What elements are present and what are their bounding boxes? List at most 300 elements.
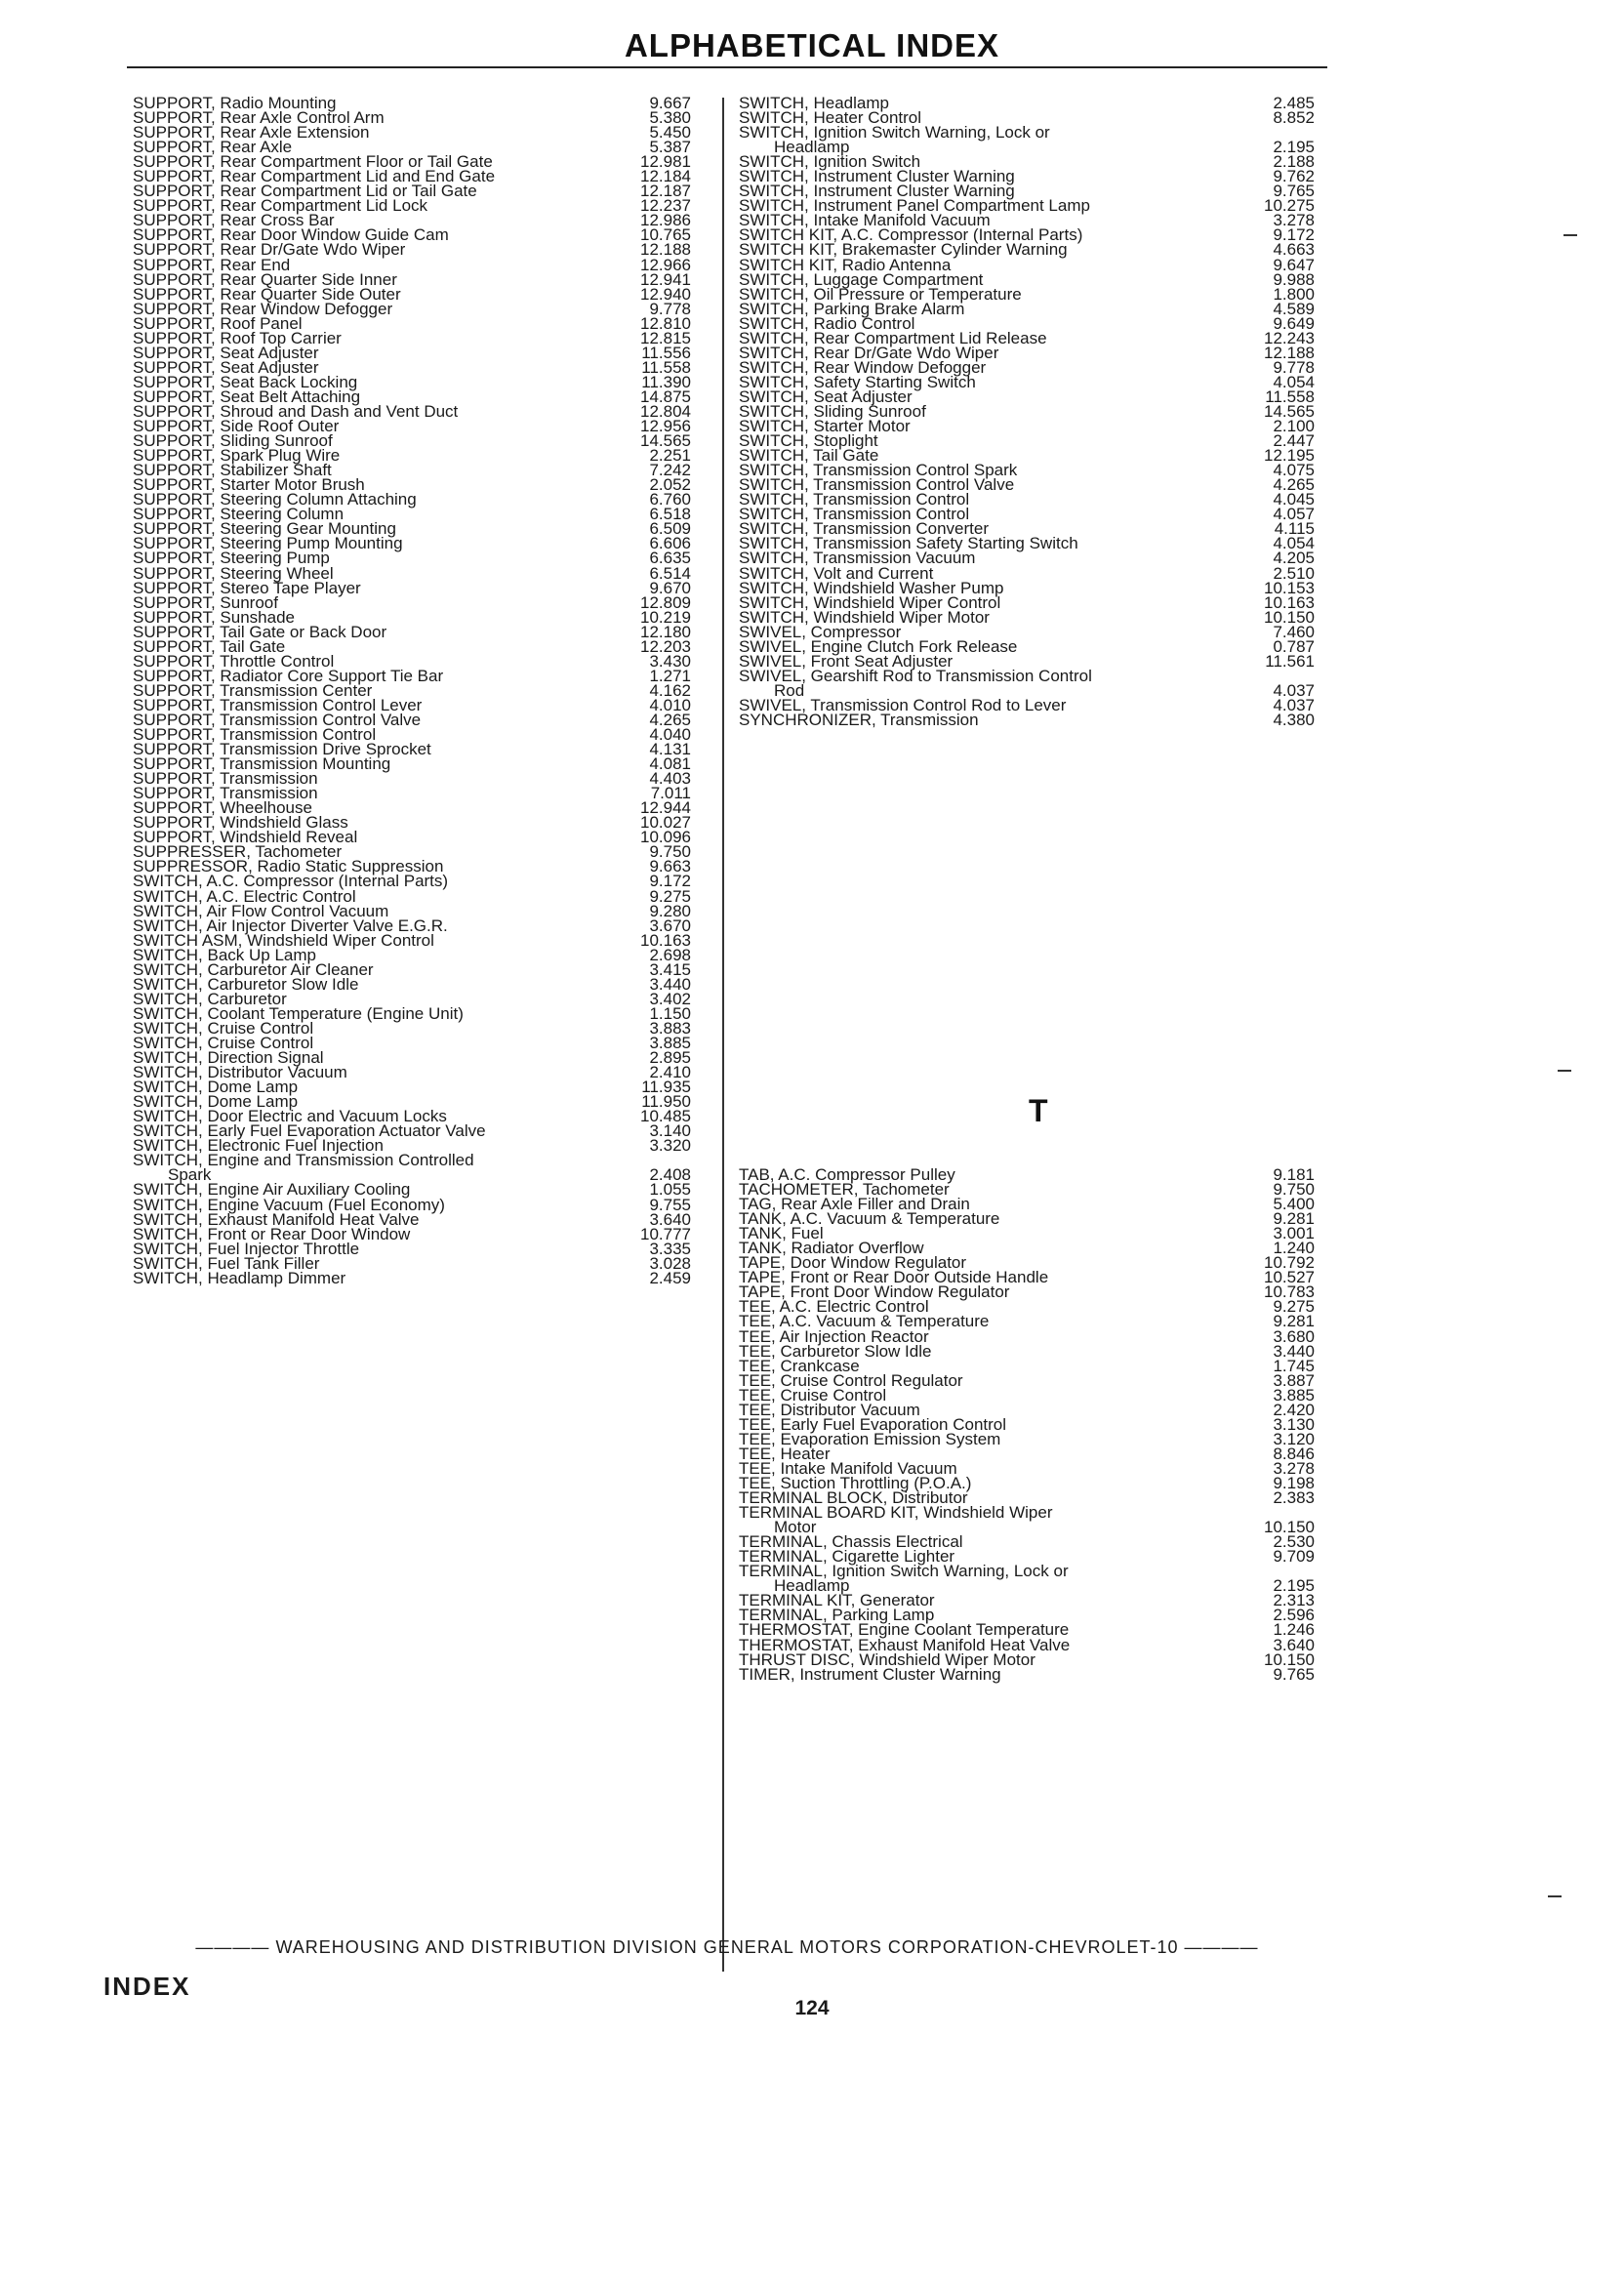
footer-dash: ———— xyxy=(1178,1937,1259,1957)
entry-label-text: SUPPORT, Rear Axle Extension xyxy=(133,123,370,142)
entry-label-text: SUPPORT, Stereo Tape Player xyxy=(133,578,361,597)
entry-page-number: 4.265 xyxy=(649,710,691,729)
entry-page-number: 5.380 xyxy=(649,108,691,128)
entry-label-text: THRUST DISC, Windshield Wiper Motor xyxy=(739,1649,1035,1669)
entry-label-text: SWIVEL, Front Seat Adjuster xyxy=(739,651,954,671)
entry-page-number: 12.986 xyxy=(640,211,691,230)
entry-page-number: 10.485 xyxy=(640,1107,691,1126)
entry-page-number: 10.027 xyxy=(640,813,691,833)
entry-page-number: 2.313 xyxy=(1273,1591,1315,1610)
entry-label-text: SWITCH, Intake Manifold Vacuum xyxy=(739,211,991,230)
entry-label-text: SWITCH, Sliding Sunroof xyxy=(739,401,926,421)
entry-page-number: 11.561 xyxy=(1265,651,1315,671)
entry-label-text: SWITCH, Transmission Safety Starting Switch xyxy=(739,534,1078,553)
entry-label-text: SWITCH, A.C. Compressor (Internal Parts) xyxy=(133,872,449,891)
entry-page-number: 4.054 xyxy=(1273,534,1315,553)
entry-page-number: 14.565 xyxy=(640,431,691,451)
entry-label-text: SWITCH, Air Flow Control Vacuum xyxy=(133,901,389,920)
entry-page-number: 3.670 xyxy=(649,916,691,935)
entry-label-text: SWITCH ASM, Windshield Wiper Control xyxy=(133,930,434,950)
entry-label-text: SWITCH, Starter Motor xyxy=(739,417,911,436)
entry-page-number: 3.278 xyxy=(1273,211,1315,230)
entry-page-number: 12.237 xyxy=(640,196,691,216)
entry-page-number: 9.172 xyxy=(649,872,691,891)
entry-label-continuation: Rod xyxy=(774,680,805,700)
entry-label-text: TERMINAL BLOCK, Distributor xyxy=(739,1488,968,1508)
entry-page-number: 3.320 xyxy=(649,1136,691,1156)
entry-label-text: SWITCH, Headlamp Dimmer xyxy=(133,1268,346,1287)
entry-page-number: 12.180 xyxy=(640,622,691,641)
entry-label-text: TACHOMETER, Tachometer xyxy=(739,1180,950,1200)
entry-label-text: TEE, Evaporation Emission System xyxy=(739,1429,1001,1448)
entry-label-text: SWITCH, Fuel Tank Filler xyxy=(133,1253,320,1273)
entry-page-number: 4.010 xyxy=(649,695,691,714)
entry-page-number: 10.792 xyxy=(1264,1253,1315,1273)
entry-page-number: 1.150 xyxy=(649,1003,691,1023)
entry-label-text: SUPPORT, Steering Column Attaching xyxy=(133,490,417,509)
entry-page-number: 2.420 xyxy=(1273,1400,1315,1419)
entry-page-number: 6.509 xyxy=(649,519,691,539)
entry-page-number: 12.243 xyxy=(1264,328,1315,347)
entry-label-text: SWITCH, Instrument Cluster Warning xyxy=(739,182,1015,201)
entry-page-number: 6.518 xyxy=(649,505,691,524)
entry-label-text: SUPPORT, Rear Compartment Lid or Tail Gate xyxy=(133,182,477,201)
entry-label-text: SWITCH, Transmission Converter xyxy=(739,519,989,539)
entry-label-text: TEE, Carburetor Slow Idle xyxy=(739,1341,932,1361)
entry-page-number: 12.188 xyxy=(1264,343,1315,362)
entry-label-text: SUPPORT, Rear Axle Control Arm xyxy=(133,108,385,128)
entry-page-number: 10.275 xyxy=(1264,196,1315,216)
entry-page-number: 12.809 xyxy=(640,592,691,612)
entry-page-number: 2.596 xyxy=(1273,1606,1315,1625)
index-entry xyxy=(739,666,1315,700)
entry-page-number: 12.966 xyxy=(640,255,691,274)
entry-label-text: SUPPORT, Sliding Sunroof xyxy=(133,431,333,451)
entry-label-text: SUPPORT, Transmission Control Lever xyxy=(133,695,423,714)
index-entry xyxy=(739,123,1315,157)
entry-page-number: 3.140 xyxy=(649,1121,691,1141)
entry-page-number: 12.184 xyxy=(640,167,691,186)
entry-label-text: SUPPORT, Transmission Control Valve xyxy=(133,710,422,729)
entry-label-text: SUPPORT, Rear Cross Bar xyxy=(133,211,335,230)
entry-page-number: 3.885 xyxy=(1273,1385,1315,1405)
entry-page-number: 12.941 xyxy=(640,269,691,289)
entry-page-number: 2.698 xyxy=(649,945,691,964)
entry-page-number: 9.750 xyxy=(649,842,691,862)
entry-page-number: 3.335 xyxy=(649,1239,691,1258)
entry-page-number: 3.402 xyxy=(649,989,691,1008)
entry-label-text: SWITCH, Exhaust Manifold Heat Valve xyxy=(133,1209,420,1229)
entry-page-number: 14.875 xyxy=(640,387,691,406)
entry-page-number: 4.265 xyxy=(1273,475,1315,495)
entry-page-number: 10.150 xyxy=(1264,1518,1315,1537)
entry-label-text: SYNCHRONIZER, Transmission xyxy=(739,710,979,729)
entry-page-number: 9.765 xyxy=(1273,1664,1315,1684)
entry-page-number: 12.981 xyxy=(640,152,691,172)
entry-label-text: TERMINAL, Chassis Electrical xyxy=(739,1532,963,1552)
entry-page-number: 3.440 xyxy=(649,974,691,994)
entry-label-text: TEE, A.C. Electric Control xyxy=(739,1297,929,1317)
entry-label xyxy=(739,666,1092,700)
entry-page-number: 7.011 xyxy=(650,784,691,803)
entry-page-number: 4.037 xyxy=(1273,695,1315,714)
index-entry xyxy=(125,1151,691,1185)
entry-page-number: 4.131 xyxy=(649,740,691,759)
entry-label-text: SWITCH, Carburetor Air Cleaner xyxy=(133,959,374,979)
entry-page-number: 9.667 xyxy=(649,94,691,112)
entry-page-number: 10.163 xyxy=(1264,592,1315,612)
entry-page-number: 9.750 xyxy=(1273,1180,1315,1200)
index-entry xyxy=(739,1664,1315,1684)
entry-label-text: SUPPORT, Starter Motor Brush xyxy=(133,475,365,495)
entry-label-text: SWITCH KIT, Brakemaster Cylinder Warning xyxy=(739,240,1068,260)
entry-label xyxy=(133,1268,346,1287)
entry-page-number: 12.815 xyxy=(640,328,691,347)
entry-page-number: 8.852 xyxy=(1273,108,1315,128)
entry-page-number: 9.709 xyxy=(1273,1547,1315,1567)
entry-label-text: TEE, Distributor Vacuum xyxy=(739,1400,920,1419)
entry-page-number: 4.075 xyxy=(1273,461,1315,480)
entry-page-number: 2.447 xyxy=(1273,431,1315,451)
entry-page-number: 12.187 xyxy=(640,182,691,201)
entry-label-text: SUPPORT, Wheelhouse xyxy=(133,798,312,818)
entry-label-text: SWITCH, Air Injector Diverter Valve E.G.R. xyxy=(133,916,448,935)
entry-page-number: 1.240 xyxy=(1273,1239,1315,1258)
entry-page-number: 12.188 xyxy=(640,240,691,260)
entry-label-text: THERMOSTAT, Engine Coolant Temperature xyxy=(739,1620,1070,1640)
entry-label-text: SWITCH, Instrument Cluster Warning xyxy=(739,167,1015,186)
entry-page-number: 9.778 xyxy=(1273,357,1315,377)
footer-line xyxy=(127,1937,1327,1958)
entry-label-text: SWITCH, Heater Control xyxy=(739,108,922,128)
entry-page-number: 9.647 xyxy=(1273,255,1315,274)
entry-label-text: SUPPORT, Steering Gear Mounting xyxy=(133,519,396,539)
page-title: ALPHABETICAL INDEX xyxy=(624,27,1000,63)
entry-label-text: SWITCH, Headlamp xyxy=(739,94,889,112)
entry-page-number: 4.162 xyxy=(649,680,691,700)
entry-page-number: 1.271 xyxy=(649,666,691,685)
entry-label-text: TEE, Cruise Control xyxy=(739,1385,887,1405)
entry-page-number: 3.640 xyxy=(649,1209,691,1229)
entry-page-number: 2.459 xyxy=(649,1268,691,1287)
entry-label-text: SWITCH, Cruise Control xyxy=(133,1018,314,1038)
entry-label-text: TAPE, Front or Rear Door Outside Handle xyxy=(739,1268,1049,1287)
page-number: 124 xyxy=(794,1997,830,2019)
entry-page-number: 11.390 xyxy=(641,372,691,391)
entry-label-text: SUPPORT, Rear Quarter Side Inner xyxy=(133,269,397,289)
entry-page-number: 2.251 xyxy=(649,446,691,466)
footer-index: INDEX xyxy=(103,1972,191,2001)
entry-page-number: 12.810 xyxy=(640,313,691,333)
entry-label-text: TAPE, Door Window Regulator xyxy=(739,1253,967,1273)
entry-page-number: 6.760 xyxy=(649,490,691,509)
entry-label-text: SWITCH, Parking Brake Alarm xyxy=(739,299,965,318)
entry-page-number: 9.275 xyxy=(1273,1297,1315,1317)
entry-label-text: SWIVEL, Compressor xyxy=(739,622,902,641)
entry-page-number: 2.485 xyxy=(1273,94,1315,112)
entry-page-number: 4.380 xyxy=(1273,710,1315,729)
entry-label-text: SWITCH KIT, Radio Antenna xyxy=(739,255,952,274)
entry-page-number: 11.556 xyxy=(641,343,691,362)
entry-label-text: TEE, Crankcase xyxy=(739,1356,860,1375)
entry-label-text: SWITCH, Rear Compartment Lid Release xyxy=(739,328,1047,347)
entry-label-text: SUPPORT, Stabilizer Shaft xyxy=(133,461,332,480)
entry-page-number: 3.885 xyxy=(649,1034,691,1052)
entry-label-text: SWITCH, Safety Starting Switch xyxy=(739,372,976,391)
entry-label-text: TERMINAL BOARD KIT, Windshield Wiper xyxy=(739,1503,1053,1523)
entry-label-text: SUPPORT, Seat Adjuster xyxy=(133,357,319,377)
entry-page-number: 4.054 xyxy=(1273,372,1315,391)
index-entry xyxy=(125,1268,691,1287)
entry-page-number: 2.410 xyxy=(649,1063,691,1082)
entry-page-number: 1.745 xyxy=(1273,1356,1315,1375)
footer-text: WAREHOUSING AND DISTRIBUTION DIVISION GENERAL MOTORS CORPORATION-CHEVROLET-10 xyxy=(275,1937,1179,1957)
entry-label-text: SWITCH, Transmission Control xyxy=(739,490,970,509)
entry-label-continuation: Spark xyxy=(168,1165,212,1185)
entry-label-text: TAG, Rear Axle Filler and Drain xyxy=(739,1195,970,1214)
entry-label-text: TEE, Heater xyxy=(739,1444,831,1463)
entry-page-number: 4.081 xyxy=(649,754,691,774)
entry-page-number: 5.387 xyxy=(649,138,691,157)
entry-label-text: SWITCH, Front or Rear Door Window xyxy=(133,1224,411,1243)
entry-page-number: 2.195 xyxy=(1273,138,1315,157)
entry-label-text: SWITCH, Windshield Wiper Control xyxy=(739,592,1001,612)
entry-page-number: 0.787 xyxy=(1273,636,1315,656)
entry-page-number: 2.383 xyxy=(1273,1488,1315,1508)
entry-label-text: SWITCH, Instrument Panel Compartment Lamp xyxy=(739,196,1090,216)
entry-label xyxy=(739,712,979,727)
entry-page-number: 3.883 xyxy=(649,1018,691,1038)
margin-tick xyxy=(1558,1070,1571,1072)
entry-label-text: SWITCH, Windshield Wiper Motor xyxy=(739,607,990,627)
entry-label-text: SWITCH, Early Fuel Evaporation Actuator Valve xyxy=(133,1121,486,1141)
entry-label-text: SUPPORT, Seat Adjuster xyxy=(133,343,319,362)
entry-page-number: 6.606 xyxy=(649,534,691,553)
entry-page-number: 11.558 xyxy=(641,357,691,377)
entry-label-text: SUPPORT, Seat Belt Attaching xyxy=(133,387,361,406)
entry-label-text: SWITCH, Engine Air Auxiliary Cooling xyxy=(133,1180,411,1200)
entry-label-text: SUPPORT, Radio Mounting xyxy=(133,94,337,112)
entry-label-text: SUPPORT, Roof Panel xyxy=(133,313,303,333)
entry-label-text: SWITCH, Dome Lamp xyxy=(133,1078,299,1097)
entry-label-text: SUPPORT, Steering Column xyxy=(133,505,345,524)
entry-page-number: 2.195 xyxy=(1273,1576,1315,1596)
entry-page-number: 2.530 xyxy=(1273,1532,1315,1552)
entry-label-text: SUPPORT, Windshield Glass xyxy=(133,813,348,833)
entry-page-number: 7.242 xyxy=(649,461,691,480)
entry-label-text: SUPPORT, Steering Pump Mounting xyxy=(133,534,403,553)
entry-label-text: SWITCH, Windshield Washer Pump xyxy=(739,578,1004,597)
entry-label-text: SWITCH, Carburetor xyxy=(133,989,287,1008)
entry-label-text: SWITCH, Door Electric and Vacuum Locks xyxy=(133,1107,447,1126)
entry-page-number: 5.400 xyxy=(1273,1195,1315,1214)
entry-label-text: SUPPORT, Side Roof Outer xyxy=(133,417,340,436)
entry-page-number: 10.150 xyxy=(1264,1649,1315,1669)
entry-label-text: SUPPORT, Throttle Control xyxy=(133,651,335,671)
entry-label-text: SUPPORT, Rear Axle xyxy=(133,138,293,157)
entry-page-number: 12.944 xyxy=(640,798,691,818)
entry-label-text: TERMINAL, Cigarette Lighter xyxy=(739,1547,955,1567)
entry-page-number: 7.460 xyxy=(1273,622,1315,641)
entry-page-number: 10.783 xyxy=(1264,1282,1315,1302)
entry-label-text: SWITCH, Stoplight xyxy=(739,431,878,451)
entry-page-number: 9.778 xyxy=(649,299,691,318)
entry-label-text: SWITCH, Fuel Injector Throttle xyxy=(133,1239,360,1258)
entry-page-number: 4.057 xyxy=(1273,505,1315,524)
entry-label-text: SWITCH, Volt and Current xyxy=(739,563,934,583)
entry-label-text: SWITCH, Rear Window Defogger xyxy=(739,357,987,377)
entry-label-text: SWITCH, Dome Lamp xyxy=(133,1092,299,1112)
entry-label-text: TEE, Suction Throttling (P.O.A.) xyxy=(739,1473,972,1492)
entry-page-number: 3.415 xyxy=(649,959,691,979)
entry-label-text: SWITCH, Engine Vacuum (Fuel Economy) xyxy=(133,1195,445,1214)
entry-page-number: 4.045 xyxy=(1273,490,1315,509)
entry-page-number: 10.777 xyxy=(640,1224,691,1243)
entry-page-number: 10.150 xyxy=(1264,607,1315,627)
entry-page-number: 11.558 xyxy=(1265,387,1315,406)
entry-page-number: 4.589 xyxy=(1273,299,1315,318)
entry-page-number: 12.940 xyxy=(640,284,691,304)
entry-label-text: SWITCH, Coolant Temperature (Engine Unit) xyxy=(133,1003,464,1023)
footer-dash: ———— xyxy=(195,1937,276,1957)
entry-label-text: SWITCH, Transmission Control Valve xyxy=(739,475,1015,495)
entry-label-text: SWITCH, Distributor Vacuum xyxy=(133,1063,347,1082)
right-index-column-top xyxy=(739,96,1315,727)
right-index-column-bottom xyxy=(739,1167,1315,1682)
entry-page-number: 9.281 xyxy=(1273,1312,1315,1331)
entry-page-number: 9.988 xyxy=(1273,269,1315,289)
entry-label-continuation: Headlamp xyxy=(774,138,850,157)
entry-label-text: SWITCH, Carburetor Slow Idle xyxy=(133,974,359,994)
entry-page-number: 9.172 xyxy=(1273,225,1315,245)
entry-label-text: SWITCH, Radio Control xyxy=(739,313,915,333)
entry-page-number: 2.188 xyxy=(1273,152,1315,172)
entry-page-number: 11.935 xyxy=(641,1078,691,1097)
entry-label-text: THERMOSTAT, Exhaust Manifold Heat Valve xyxy=(739,1635,1071,1654)
entry-label-text: SUPPORT, Seat Back Locking xyxy=(133,372,358,391)
entry-label-text: SWIVEL, Gearshift Rod to Transmission Control xyxy=(739,666,1092,685)
entry-label xyxy=(133,1151,474,1185)
entry-page-number: 3.130 xyxy=(1273,1414,1315,1434)
entry-label-text: SUPPORT, Transmission Mounting xyxy=(133,754,391,774)
entry-label-text: SWITCH, Rear Dr/Gate Wdo Wiper xyxy=(739,343,999,362)
entry-page-number: 1.246 xyxy=(1273,1620,1315,1640)
entry-label-text: SWIVEL, Transmission Control Rod to Lever xyxy=(739,695,1067,714)
entry-label-text: TEE, Cruise Control Regulator xyxy=(739,1370,963,1390)
entry-label-text: TEE, Intake Manifold Vacuum xyxy=(739,1458,957,1478)
entry-page-number: 11.950 xyxy=(641,1092,691,1112)
entry-label-text: TAB, A.C. Compressor Pulley xyxy=(739,1165,955,1184)
entry-page-number: 4.663 xyxy=(1273,240,1315,260)
entry-label-text: SUPPORT, Rear Dr/Gate Wdo Wiper xyxy=(133,240,406,260)
entry-page-number: 3.278 xyxy=(1273,1458,1315,1478)
entry-label-text: SWITCH, Direction Signal xyxy=(133,1048,324,1068)
entry-label-text: TEE, Air Injection Reactor xyxy=(739,1326,929,1346)
entry-page-number: 4.115 xyxy=(1274,519,1315,539)
column-divider xyxy=(722,98,724,1972)
entry-label-text: SWITCH, Tail Gate xyxy=(739,446,879,466)
entry-page-number: 10.219 xyxy=(640,607,691,627)
entry-page-number: 9.762 xyxy=(1273,167,1315,186)
entry-label-text: SWIVEL, Engine Clutch Fork Release xyxy=(739,636,1018,656)
entry-label-text: SUPPORT, Tail Gate or Back Door xyxy=(133,622,387,641)
entry-page-number: 9.765 xyxy=(1273,182,1315,201)
entry-page-number: 12.956 xyxy=(640,417,691,436)
entry-page-number: 9.281 xyxy=(1273,1209,1315,1229)
entry-page-number: 10.096 xyxy=(640,828,691,847)
entry-label-text: SWITCH, Transmission Control xyxy=(739,505,970,524)
entry-label-text: TEE, Early Fuel Evaporation Control xyxy=(739,1414,1007,1434)
entry-label-text: SUPPORT, Sunshade xyxy=(133,607,295,627)
entry-page-number: 3.001 xyxy=(1273,1224,1315,1243)
entry-label-text: SUPPORT, Rear Door Window Guide Cam xyxy=(133,225,449,245)
entry-page-number: 10.527 xyxy=(1264,1268,1315,1287)
entry-label-text: TAPE, Front Door Window Regulator xyxy=(739,1282,1010,1302)
entry-label-text: SWITCH, Cruise Control xyxy=(133,1034,314,1052)
title-rule xyxy=(127,66,1327,68)
entry-label-text: SWITCH, Ignition Switch xyxy=(739,152,921,172)
index-entry xyxy=(739,1503,1315,1537)
entry-page-number: 9.198 xyxy=(1273,1473,1315,1492)
entry-page-number: 3.430 xyxy=(649,651,691,671)
entry-label-text: SUPPORT, Steering Wheel xyxy=(133,563,334,583)
entry-label-text: SUPPORT, Roof Top Carrier xyxy=(133,328,342,347)
entry-label-text: TERMINAL, Ignition Switch Warning, Lock or xyxy=(739,1562,1069,1581)
entry-label-text: SUPPORT, Rear End xyxy=(133,255,291,274)
entry-label-text: SUPPRESSER, Tachometer xyxy=(133,842,343,862)
entry-page-number: 2.510 xyxy=(1273,563,1315,583)
entry-page-number: 9.649 xyxy=(1273,313,1315,333)
entry-label-text: SWITCH, Electronic Fuel Injection xyxy=(133,1136,384,1156)
entry-label-text: SUPPORT, Transmission xyxy=(133,769,318,789)
entry-label-text: SUPPORT, Tail Gate xyxy=(133,636,286,656)
entry-label-text: SWITCH, Transmission Control Spark xyxy=(739,461,1018,480)
entry-page-number: 12.203 xyxy=(640,636,691,656)
index-entry xyxy=(739,712,1315,727)
entry-label-text: SUPPORT, Rear Compartment Floor or Tail Gate xyxy=(133,152,493,172)
entry-label-continuation: Headlamp xyxy=(774,1576,850,1596)
entry-page-number: 2.052 xyxy=(649,475,691,495)
entry-label-text: SWITCH, A.C. Electric Control xyxy=(133,886,356,906)
margin-tick xyxy=(1548,1895,1562,1897)
entry-label-text: TIMER, Instrument Cluster Warning xyxy=(739,1664,1001,1684)
entry-label xyxy=(739,1503,1053,1537)
entry-label-text: SUPPORT, Rear Quarter Side Outer xyxy=(133,284,401,304)
entry-page-number: 4.205 xyxy=(1273,549,1315,568)
entry-label-text: SUPPORT, Windshield Reveal xyxy=(133,828,358,847)
entry-label-continuation: Motor xyxy=(774,1518,817,1537)
entry-page-number: 14.565 xyxy=(1264,401,1315,421)
entry-label-text: SUPPORT, Radiator Core Support Tie Bar xyxy=(133,666,444,685)
entry-label-text: SUPPORT, Transmission Control xyxy=(133,725,377,745)
entry-page-number: 9.181 xyxy=(1273,1165,1315,1184)
entry-page-number: 4.040 xyxy=(649,725,691,745)
entry-page-number: 10.765 xyxy=(640,225,691,245)
entry-label-text: TANK, A.C. Vacuum & Temperature xyxy=(739,1209,1000,1229)
entry-page-number: 9.280 xyxy=(649,901,691,920)
entry-page-number: 10.163 xyxy=(640,930,691,950)
entry-label-text: SWITCH, Transmission Vacuum xyxy=(739,549,976,568)
index-entry xyxy=(739,1562,1315,1596)
entry-page-number: 4.403 xyxy=(649,769,691,789)
entry-label-text: TERMINAL KIT, Generator xyxy=(739,1591,935,1610)
entry-label-text: TANK, Radiator Overflow xyxy=(739,1239,924,1258)
entry-label-text: SWITCH, Engine and Transmission Controlled xyxy=(133,1151,474,1170)
entry-label-text: SUPPORT, Rear Compartment Lid Lock xyxy=(133,196,428,216)
entry-page-number: 2.895 xyxy=(649,1048,691,1068)
entry-page-number: 10.153 xyxy=(1264,578,1315,597)
entry-label-text: SUPPORT, Steering Pump xyxy=(133,549,330,568)
